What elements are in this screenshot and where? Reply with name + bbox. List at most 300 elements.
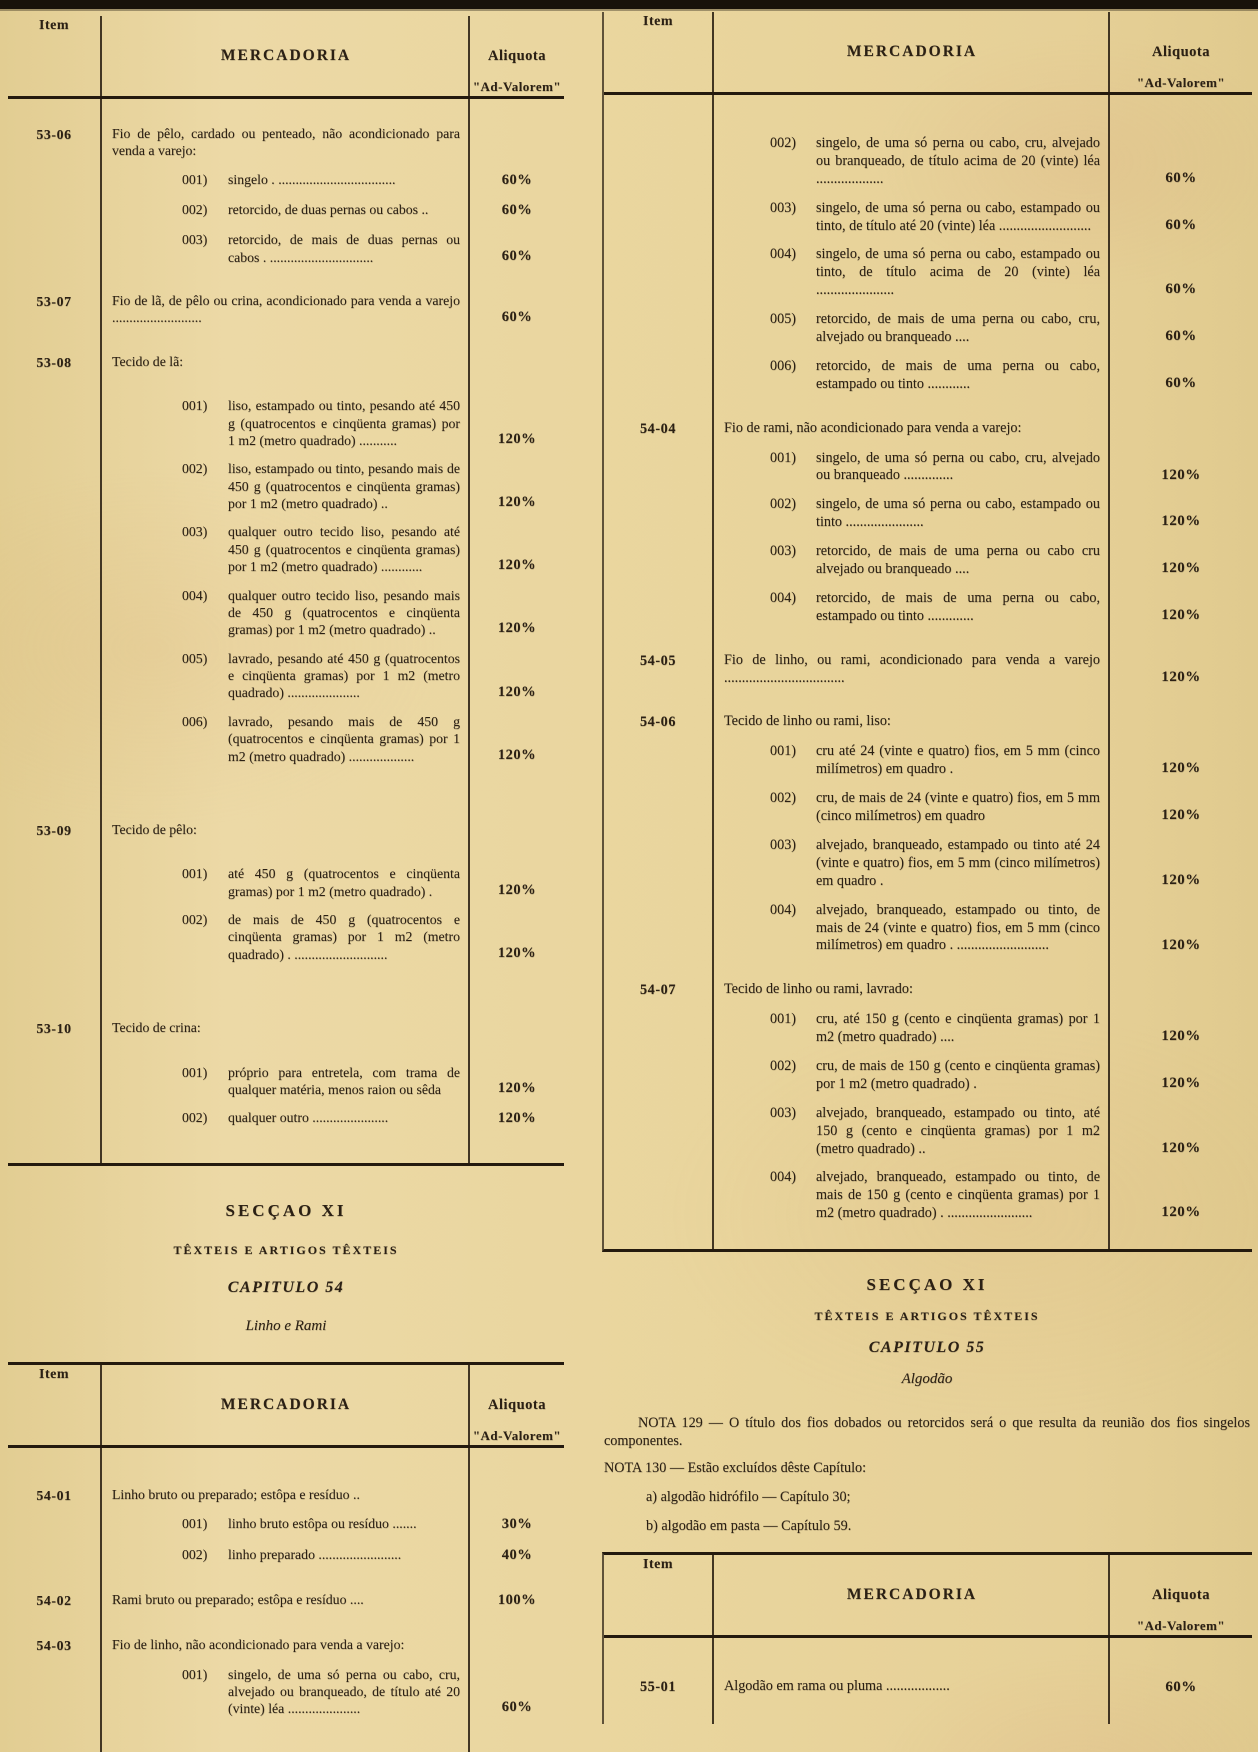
table-subrow (604, 1058, 1252, 1094)
aliquota-value-cell: 120% (1161, 606, 1201, 623)
sub-item-code: 004) (770, 246, 797, 263)
item-code-cell-empty (604, 200, 712, 201)
mercadoria-cell (100, 1591, 470, 1610)
table-row (8, 125, 564, 160)
nota-130-text: NOTA 130 — Estão excluídos dêste Capítulo: (604, 1460, 867, 1477)
table-row (604, 1678, 1252, 1698)
right-column (602, 12, 1252, 1724)
item-code-cell-empty (604, 450, 712, 451)
aliquota-value-cell: 120% (497, 494, 537, 511)
aliquota-value-cell: 60% (501, 171, 533, 188)
sub-item-code: 004) (770, 1169, 797, 1186)
table-subrow (604, 837, 1252, 891)
nota-130-item-a: a) algodão hidrófilo — Capítulo 30; (646, 1489, 851, 1506)
sub-item-text: lavrado, pesando mais de 450 g (quatrocentos e cinqüenta gramas) por 1 m2 (metro quadrado) ................... (228, 713, 460, 764)
aliquota-value-cell (470, 838, 564, 839)
sub-item-cell (712, 358, 1110, 394)
sub-item-cell (712, 790, 1110, 826)
sub-item-cell (100, 397, 470, 449)
item-description: Fio de pêlo, cardado ou penteado, não acondicionado para venda a varejo: (112, 126, 460, 159)
sub-item-code: 004) (182, 587, 208, 603)
item-code-cell-empty (604, 246, 712, 247)
mercadoria-cell (100, 1636, 470, 1654)
aliquota-value-cell (1110, 731, 1252, 732)
sub-item-cell (100, 1546, 470, 1565)
table-row (604, 713, 1252, 732)
sub-item-text: singelo, de uma só perna ou cabo, estampado ou tinto, de título até 20 (vinte) léa .......................... (816, 199, 1100, 234)
chapter55-notes (602, 1395, 1252, 1552)
section-heading-ch55 (602, 1252, 1252, 1395)
sub-item-text: liso, estampado ou tinto, pesando mais de 450 g (quatrocentos e cinqüenta gramas) por 1 m2 (metro quadrado) .. (228, 461, 460, 511)
col-header-mercadoria: MERCADORIA (846, 43, 978, 61)
sub-item-cell (100, 460, 470, 512)
item-description: Tecido de lã: (112, 353, 184, 369)
section-secao-label: SECÇAO XI (866, 1275, 988, 1295)
mercadoria-cell (100, 125, 470, 160)
col-header-aliquota-line2: "Ad-Valorem" (1136, 74, 1226, 90)
sub-item-code: 003) (770, 1104, 797, 1121)
sub-item-text: de mais de 450 g (quatrocentos e cinqüenta gramas) por 1 m2 (metro quadrado) . ........................... (228, 912, 460, 962)
item-description: Fio de linho, ou rami, acondicionado para venda a varejo .................................. (724, 651, 1100, 686)
table-subrow (604, 743, 1252, 779)
sub-item-text: qualquer outro ...................... (228, 1110, 389, 1126)
sub-item-cell (712, 496, 1110, 532)
aliquota-value-cell: 60% (1165, 216, 1197, 233)
mercadoria-cell (712, 420, 1110, 439)
item-code-cell: 53-07 (36, 294, 72, 309)
table-subrow (604, 1011, 1252, 1047)
item-code-cell-empty (604, 902, 712, 903)
sub-item-cell (712, 837, 1110, 891)
col-header-item: Item (643, 14, 673, 29)
section-subtitle: Linho e Rami (245, 1318, 327, 1335)
sub-item-cell (712, 902, 1110, 956)
item-description: Algodão em rama ou pluma .................. (724, 1678, 950, 1695)
sub-item-cell (712, 543, 1110, 579)
aliquota-value-cell: 120% (1161, 560, 1201, 577)
aliquota-value-cell (1110, 999, 1252, 1000)
sub-item-text: liso, estampado ou tinto, pesando até 450 g (quatrocentos e cinqüenta gramas) por 1 m2 (metro quadrado) ........... (228, 398, 460, 448)
table-row (8, 1636, 564, 1654)
col-header-item: Item (39, 1367, 69, 1383)
sub-item-code: 001) (770, 449, 797, 466)
aliquota-value-cell: 60% (501, 202, 533, 218)
item-code-cell-empty (8, 231, 100, 232)
sub-item-code: 001) (182, 398, 208, 414)
mercadoria-cell (100, 821, 470, 839)
mercadoria-cell (100, 353, 470, 371)
item-code-cell-empty (8, 713, 100, 714)
table-subrow (8, 1064, 564, 1099)
table-subrow (8, 397, 564, 449)
table-subrow (8, 231, 564, 266)
col-header-aliquota (1110, 43, 1252, 92)
sub-item-text: singelo, de uma só perna ou cabo, cru, alvejado ou branqueado .............. (816, 449, 1100, 484)
item-code-cell-empty (604, 311, 712, 312)
item-code-cell-empty (604, 358, 712, 359)
item-description: Fio de rami, não acondicionado para venda a varejo: (724, 419, 1022, 436)
aliquota-value-cell: 100% (497, 1591, 537, 1608)
item-code-cell: 54-07 (639, 982, 677, 999)
item-code-cell: 53-08 (36, 354, 72, 370)
item-code-cell-empty (604, 837, 712, 838)
table-row (8, 292, 564, 327)
tariff-table-ch54 (8, 1362, 564, 1752)
aliquota-value-cell: 60% (1165, 328, 1197, 345)
item-code-cell-empty (8, 1515, 100, 1516)
sub-item-code: 003) (770, 199, 797, 216)
col-header-aliquota (470, 1396, 564, 1445)
item-code-cell-empty (604, 135, 712, 136)
sub-item-cell (100, 201, 470, 220)
item-description: Fio de lã, de pêlo ou crina, acondicionado para venda a varejo .......................... (112, 293, 460, 326)
section-texteis-label: TÊXTEIS E ARTIGOS TÊXTEIS (173, 1242, 399, 1257)
sub-item-cell (712, 590, 1110, 626)
nota-130-item-b: b) algodão em pasta — Capítulo 59. (646, 1518, 852, 1535)
col-header-aliquota-line1: Aliquota (1152, 44, 1210, 61)
sub-item-cell (100, 523, 470, 575)
item-description: Rami bruto ou preparado; estôpa e resíduo .... (112, 1591, 364, 1607)
item-code-cell-empty (604, 1105, 712, 1106)
aliquota-value-cell: 120% (497, 1080, 537, 1096)
table-subrow (604, 590, 1252, 626)
col-header-mercadoria: MERCADORIA (846, 1586, 978, 1604)
sub-item-code: 005) (770, 311, 797, 328)
aliquota-value-cell: 120% (1161, 1204, 1201, 1221)
aliquota-value-cell (470, 1654, 564, 1655)
aliquota-value-cell: 120% (1161, 668, 1201, 685)
table-body-ch54 (8, 1448, 564, 1752)
sub-item-code: 001) (770, 743, 797, 760)
tariff-table-ch54-continued (602, 12, 1252, 1252)
sub-item-code: 001) (182, 1064, 208, 1080)
sub-item-code: 006) (770, 357, 797, 374)
table-subrow (604, 311, 1252, 347)
item-code-cell-empty (604, 743, 712, 744)
item-code-cell-empty (8, 171, 100, 172)
sub-item-text: alvejado, branqueado, estampado ou tinto, de mais de 24 (vinte e quatro) fios, em 5 mm (cinco milímetros) em quadro . .......................... (816, 901, 1100, 954)
aliquota-value-cell (1110, 438, 1252, 439)
table-header-row (604, 12, 1252, 95)
sub-item-code: 002) (182, 1110, 208, 1126)
sub-item-text: retorcido, de mais de uma perna ou cabo cru alvejado ou branqueado .... (816, 543, 1100, 578)
table-row (604, 652, 1252, 688)
sub-item-text: retorcido, de mais de duas pernas ou cabos . .............................. (228, 232, 460, 265)
section-secao-label: SECÇAO XI (225, 1200, 347, 1220)
item-code-cell: 55-01 (639, 1679, 677, 1696)
sub-item-code: 002) (182, 202, 208, 217)
sub-item-text: retorcido, de mais de uma perna ou cabo, cru, alvejado ou branqueado .... (816, 311, 1100, 346)
sub-item-cell (100, 1109, 470, 1128)
aliquota-value-cell: 120% (1161, 1139, 1201, 1156)
aliquota-value-cell (470, 370, 564, 371)
col-header-mercadoria: MERCADORIA (220, 47, 352, 65)
aliquota-value-cell: 60% (501, 1699, 533, 1716)
table-subrow (8, 201, 564, 220)
sub-item-code: 003) (770, 543, 797, 560)
col-header-aliquota-line2: "Ad-Valorem" (472, 78, 562, 94)
table-row (8, 1019, 564, 1037)
item-code-cell-empty (8, 397, 100, 398)
sub-item-code: 003) (182, 524, 208, 540)
aliquota-value-cell (470, 1037, 564, 1038)
left-column (8, 16, 564, 1752)
sub-item-text: singelo, de uma só perna ou cabo, cru, alvejado ou branqueado, de título acima de 20 (vinte) léa ................... (816, 135, 1100, 187)
table-subrow (8, 460, 564, 512)
table-row (8, 353, 564, 371)
item-code-cell-empty (8, 1064, 100, 1065)
item-code-cell-empty (604, 1058, 712, 1059)
aliquota-value-cell: 120% (1161, 1028, 1201, 1045)
item-code-cell-empty (604, 1011, 712, 1012)
sub-item-code: 002) (770, 496, 797, 513)
item-code-cell-empty (8, 911, 100, 912)
sub-item-cell (712, 743, 1110, 779)
col-header-aliquota (470, 47, 564, 96)
table-row (8, 1486, 564, 1504)
table-subrow (8, 171, 564, 190)
sub-item-code: 002) (182, 461, 208, 477)
item-code-cell-empty (8, 865, 100, 866)
item-code-cell-empty (8, 1666, 100, 1667)
table-subrow (604, 450, 1252, 486)
item-code-cell: 54-02 (36, 1592, 72, 1608)
item-code-cell-empty (8, 201, 100, 202)
table-subrow (604, 902, 1252, 956)
sub-item-text: cru, de mais de 24 (vinte e quatro) fios, em 5 mm (cinco milímetros) em quadro (816, 790, 1100, 825)
sub-item-cell (100, 650, 470, 702)
aliquota-value-cell: 120% (497, 1110, 537, 1127)
table-subrow (604, 543, 1252, 579)
col-header-aliquota-line1: Aliquota (488, 48, 546, 65)
table-subrow (604, 1105, 1252, 1159)
item-code-cell: 54-06 (639, 714, 677, 731)
item-code-cell: 53-06 (36, 127, 72, 142)
sub-item-text: linho bruto estôpa ou resíduo ....... (228, 1516, 417, 1532)
table-subrow (604, 358, 1252, 394)
sub-item-cell (712, 1011, 1110, 1047)
sub-item-code: 001) (182, 866, 208, 882)
sub-item-cell (100, 1064, 470, 1099)
item-code-cell-empty (8, 587, 100, 588)
tariff-table-ch55 (602, 1552, 1252, 1724)
table-body-ch53 (8, 99, 564, 1163)
sub-item-cell (100, 1515, 470, 1534)
sub-item-code: 005) (182, 650, 208, 666)
item-code-cell: 54-05 (639, 652, 677, 669)
sub-item-text: alvejado, branqueado, estampado ou tinto, de mais de 150 g (cento e cinqüenta gramas) por 1 m2 (metro quadrado) . ........................ (816, 1169, 1100, 1222)
table-row (604, 981, 1252, 1000)
sub-item-text: próprio para entretela, com trama de qualquer matéria, menos raion ou sêda (228, 1064, 460, 1097)
sub-item-cell (100, 713, 470, 765)
mercadoria-cell (712, 1678, 1110, 1698)
sub-item-cell (712, 1105, 1110, 1159)
sub-item-cell (712, 200, 1110, 236)
item-code-cell: 54-03 (36, 1638, 72, 1654)
table-subrow (8, 713, 564, 765)
aliquota-value-cell: 120% (497, 557, 537, 574)
table-subrow (8, 1109, 564, 1128)
mercadoria-cell (100, 292, 470, 327)
sub-item-cell (712, 246, 1110, 300)
sub-item-cell (100, 1666, 470, 1718)
table-header-row (8, 16, 564, 99)
table-subrow (604, 790, 1252, 826)
sub-item-code: 004) (770, 589, 797, 606)
col-header-aliquota-line1: Aliquota (488, 1397, 546, 1414)
table-header-row (604, 1555, 1252, 1638)
table-subrow (8, 650, 564, 702)
table-subrow (8, 1546, 564, 1565)
item-code-cell: 54-04 (639, 420, 677, 437)
aliquota-value-cell: 120% (1161, 513, 1201, 530)
mercadoria-cell (712, 713, 1110, 732)
table-body-ch55 (604, 1638, 1252, 1724)
aliquota-value-cell: 60% (1165, 374, 1197, 391)
table-subrow (8, 587, 564, 639)
mercadoria-cell (100, 1486, 470, 1504)
sub-item-code: 002) (770, 1057, 797, 1074)
nota-129-text: NOTA 129 — O título dos fios dobados ou retorcidos será o que resulta da reunião dos fios singelos componentes. (604, 1414, 1250, 1449)
aliquota-value-cell: 60% (1165, 169, 1197, 186)
sub-item-code: 004) (770, 901, 797, 918)
aliquota-value-cell: 40% (501, 1546, 533, 1563)
item-code-cell: 54-01 (36, 1488, 72, 1504)
sub-item-cell (100, 587, 470, 639)
col-header-aliquota (1110, 1586, 1252, 1635)
item-description: Tecido de linho ou rami, liso: (724, 713, 891, 730)
sub-item-cell (100, 171, 470, 190)
aliquota-value-cell: 120% (497, 431, 537, 447)
col-header-aliquota-line2: "Ad-Valorem" (1136, 1617, 1226, 1633)
mercadoria-cell (100, 1019, 470, 1037)
item-description: Tecido de crina: (112, 1020, 201, 1036)
sub-item-text: cru até 24 (vinte e quatro) fios, em 5 mm (cinco milímetros) em quadro . (816, 743, 1100, 778)
table-header-row (8, 1365, 564, 1448)
sub-item-cell (712, 1058, 1110, 1094)
aliquota-value-cell: 120% (1161, 466, 1201, 483)
section-heading-ch54 (8, 1166, 564, 1363)
table-subrow (8, 1666, 564, 1718)
table-row (8, 821, 564, 839)
aliquota-value-cell: 120% (497, 746, 537, 763)
section-capitulo-label: CAPITULO 55 (868, 1338, 986, 1356)
item-code-cell-empty (8, 650, 100, 651)
col-header-mercadoria: MERCADORIA (220, 1396, 352, 1414)
sub-item-cell (712, 135, 1110, 189)
sub-item-text: cru, de mais de 150 g (cento e cinqüenta gramas) por 1 m2 (metro quadrado) . (816, 1057, 1100, 1092)
tariff-table-ch53 (8, 16, 564, 1166)
sub-item-code: 001) (182, 1516, 208, 1532)
sub-item-text: lavrado, pesando até 450 g (quatrocentos e cinqüenta gramas) por 1 m2 (metro quadrado) ..................... (228, 650, 460, 701)
table-subrow (8, 911, 564, 963)
sub-item-text: retorcido, de mais de uma perna ou cabo, estampado ou tinto ............ (816, 357, 1100, 392)
sub-item-cell (100, 231, 470, 266)
aliquota-value-cell: 60% (1165, 1679, 1197, 1696)
sub-item-text: singelo, de uma só perna ou cabo, cru, alvejado ou branqueado, de título até 20 (vinte) léa ..................... (228, 1666, 460, 1717)
table-subrow (604, 496, 1252, 532)
aliquota-value-cell (470, 159, 564, 160)
item-code-cell-empty (604, 790, 712, 791)
sub-item-text: singelo, de uma só perna ou cabo, estampado ou tinto, de título acima de 20 (vinte) léa ...................... (816, 246, 1100, 299)
sub-item-text: retorcido, de duas pernas ou cabos .. (228, 202, 429, 217)
sub-item-text: singelo, de uma só perna ou cabo, estampado ou tinto ...................... (816, 496, 1100, 531)
sub-item-code: 002) (770, 790, 797, 807)
table-row (604, 420, 1252, 439)
sub-item-text: retorcido, de mais de uma perna ou cabo, estampado ou tinto ............. (816, 589, 1100, 624)
section-subtitle: Algodão (901, 1370, 953, 1387)
sub-item-code: 003) (770, 836, 797, 853)
page-top-edge (0, 0, 1258, 9)
item-code-cell-empty (604, 590, 712, 591)
aliquota-value-cell: 120% (1161, 871, 1201, 888)
sub-item-code: 001) (770, 1011, 797, 1028)
item-code-cell: 53-10 (36, 1021, 72, 1037)
aliquota-value-cell: 120% (497, 881, 537, 898)
sub-item-code: 006) (182, 713, 208, 729)
table-subrow (604, 135, 1252, 189)
table-row (8, 1591, 564, 1610)
aliquota-value-cell: 30% (501, 1516, 533, 1533)
sub-item-text: alvejado, branqueado, estampado ou tinto, até 150 g (cento e cinqüenta gramas) por 1 m2 (metro quadrado) .. (816, 1104, 1100, 1157)
sub-item-cell (712, 1169, 1110, 1223)
col-header-aliquota-line1: Aliquota (1152, 1587, 1210, 1604)
item-description: Tecido de pêlo: (112, 821, 197, 837)
sub-item-text: cru, até 150 g (cento e cinqüenta gramas) por 1 m2 (metro quadrado) .... (816, 1011, 1100, 1046)
table-subrow (604, 1169, 1252, 1223)
sub-item-code: 003) (182, 232, 208, 248)
item-description: Tecido de linho ou rami, lavrado: (724, 981, 913, 998)
aliquota-value-cell: 60% (501, 308, 533, 325)
col-header-item: Item (643, 1557, 673, 1573)
aliquota-value-cell: 120% (497, 620, 537, 637)
item-code-cell-empty (8, 460, 100, 461)
item-code-cell: 53-09 (36, 822, 72, 838)
sub-item-cell (712, 311, 1110, 347)
sub-item-text: alvejado, branqueado, estampado ou tinto até 24 (vinte e quatro) fios, em 5 mm (cinco milímetros) em quadro . (816, 836, 1100, 889)
aliquota-value-cell: 120% (497, 683, 537, 700)
col-header-aliquota-line2: "Ad-Valorem" (472, 1427, 562, 1443)
aliquota-value-cell: 60% (1165, 281, 1197, 298)
table-subrow (604, 246, 1252, 300)
item-description: Fio de linho, não acondicionado para venda a varejo: (112, 1637, 405, 1653)
sub-item-code: 002) (182, 912, 208, 927)
col-header-item: Item (39, 18, 69, 33)
sub-item-text: qualquer outro tecido liso, pesando mais de 450 g (quatrocentos e cinqüenta gramas) por 1 m2 (metro quadrado) .. (228, 587, 460, 638)
item-code-cell-empty (604, 496, 712, 497)
table-subrow (604, 200, 1252, 236)
table-subrow (8, 865, 564, 900)
sub-item-cell (100, 865, 470, 900)
section-capitulo-label: CAPITULO 54 (227, 1279, 345, 1297)
sub-item-text: singelo . .................................. (228, 171, 396, 187)
table-body-ch54-continued (604, 95, 1252, 1249)
item-code-cell-empty (604, 1169, 712, 1170)
sub-item-code: 002) (770, 135, 797, 151)
sub-item-cell (712, 450, 1110, 486)
aliquota-value-cell: 120% (1161, 936, 1201, 953)
item-code-cell-empty (8, 523, 100, 524)
aliquota-value-cell: 120% (1161, 760, 1201, 777)
aliquota-value-cell: 120% (1161, 1074, 1201, 1091)
sub-item-code: 001) (182, 171, 208, 187)
item-code-cell-empty (604, 543, 712, 544)
sub-item-text: linho preparado ........................ (228, 1546, 402, 1562)
item-description: Linho bruto ou preparado; estôpa e resíduo .. (112, 1487, 360, 1503)
aliquota-value-cell: 60% (501, 247, 533, 264)
table-subrow (8, 523, 564, 575)
mercadoria-cell (712, 652, 1110, 688)
